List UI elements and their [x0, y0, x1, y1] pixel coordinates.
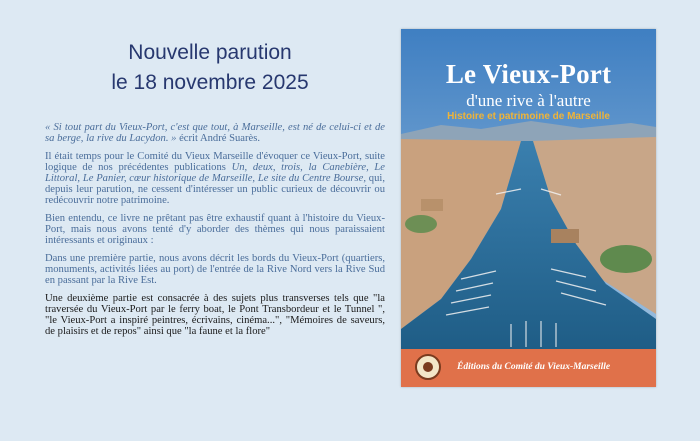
book-cover: [401, 29, 656, 387]
suares-quote: « Si tout part du Vieux-Port, c'est que tout, à Marseille, est né de celui-ci et de sa berge, la rive du Lacydon. »: [45, 122, 385, 144]
cover-title: Le Vieux-Port: [445, 59, 612, 89]
paragraph-intro: [45, 151, 385, 206]
intro-text-b: qui, depuis leur parution, ne cessent d'intéresser un public curieux de découvrir ou redécouvrir notre patrimoine.: [45, 173, 385, 206]
paragraph-quote: [45, 122, 385, 144]
cover-tagline: Histoire et patrimoine de Marseille: [447, 111, 610, 122]
cover-subtitle: d'une rive à l'autre: [466, 91, 591, 110]
paragraph-part-two: Une deuxième partie est consacrée à des sujets plus transverses tels que "la traversée du Vieux-Port par le ferry boat, le Pont Transbordeur et le Tunnel ", "le Vieux-Port a inspiré peintres, écrivains, cinéma...", "Mémoires de saveurs, de plaisirs et de repos" ainsi que "la faune et la flore": [45, 293, 385, 337]
announcement-heading: [40, 38, 380, 98]
previous-publications: Un, deux, trois, la Canebière, Le Littoral, Le Panier, cœur historique de Marseille, Le site du Centre Bourse,: [45, 162, 385, 184]
paragraph-scope: Bien entendu, ce livre ne prêtant pas être exhaustif quant à l'histoire du Vieux-Port, mais nous avons tenté d'y aborder des thèmes qui nous paraissaient intéressants et originaux :: [45, 213, 385, 246]
cover-footer-band: [401, 349, 656, 387]
publisher-name: Éditions du Comité du Vieux-Marseille: [457, 362, 611, 372]
heading-line-2: le 18 novembre 2025: [111, 71, 309, 94]
committee-seal-icon: [415, 354, 441, 380]
paragraph-part-one: Dans une première partie, nous avons décrit les bords du Vieux-Port (quartiers, monuments, activités liées au port) de l'entrée de la Rive Nord vers la Rive Sud en passant par la Rive Est.: [45, 253, 385, 286]
intro-text-a: Il était temps pour le Comité du Vieux Marseille d'évoquer ce Vieux-Port, suite logique de nos précédentes publications: [45, 151, 385, 173]
heading-line-1: Nouvelle parution: [128, 41, 292, 64]
quote-attribution: écrit André Suarès.: [176, 133, 260, 144]
description-text: [45, 122, 385, 344]
